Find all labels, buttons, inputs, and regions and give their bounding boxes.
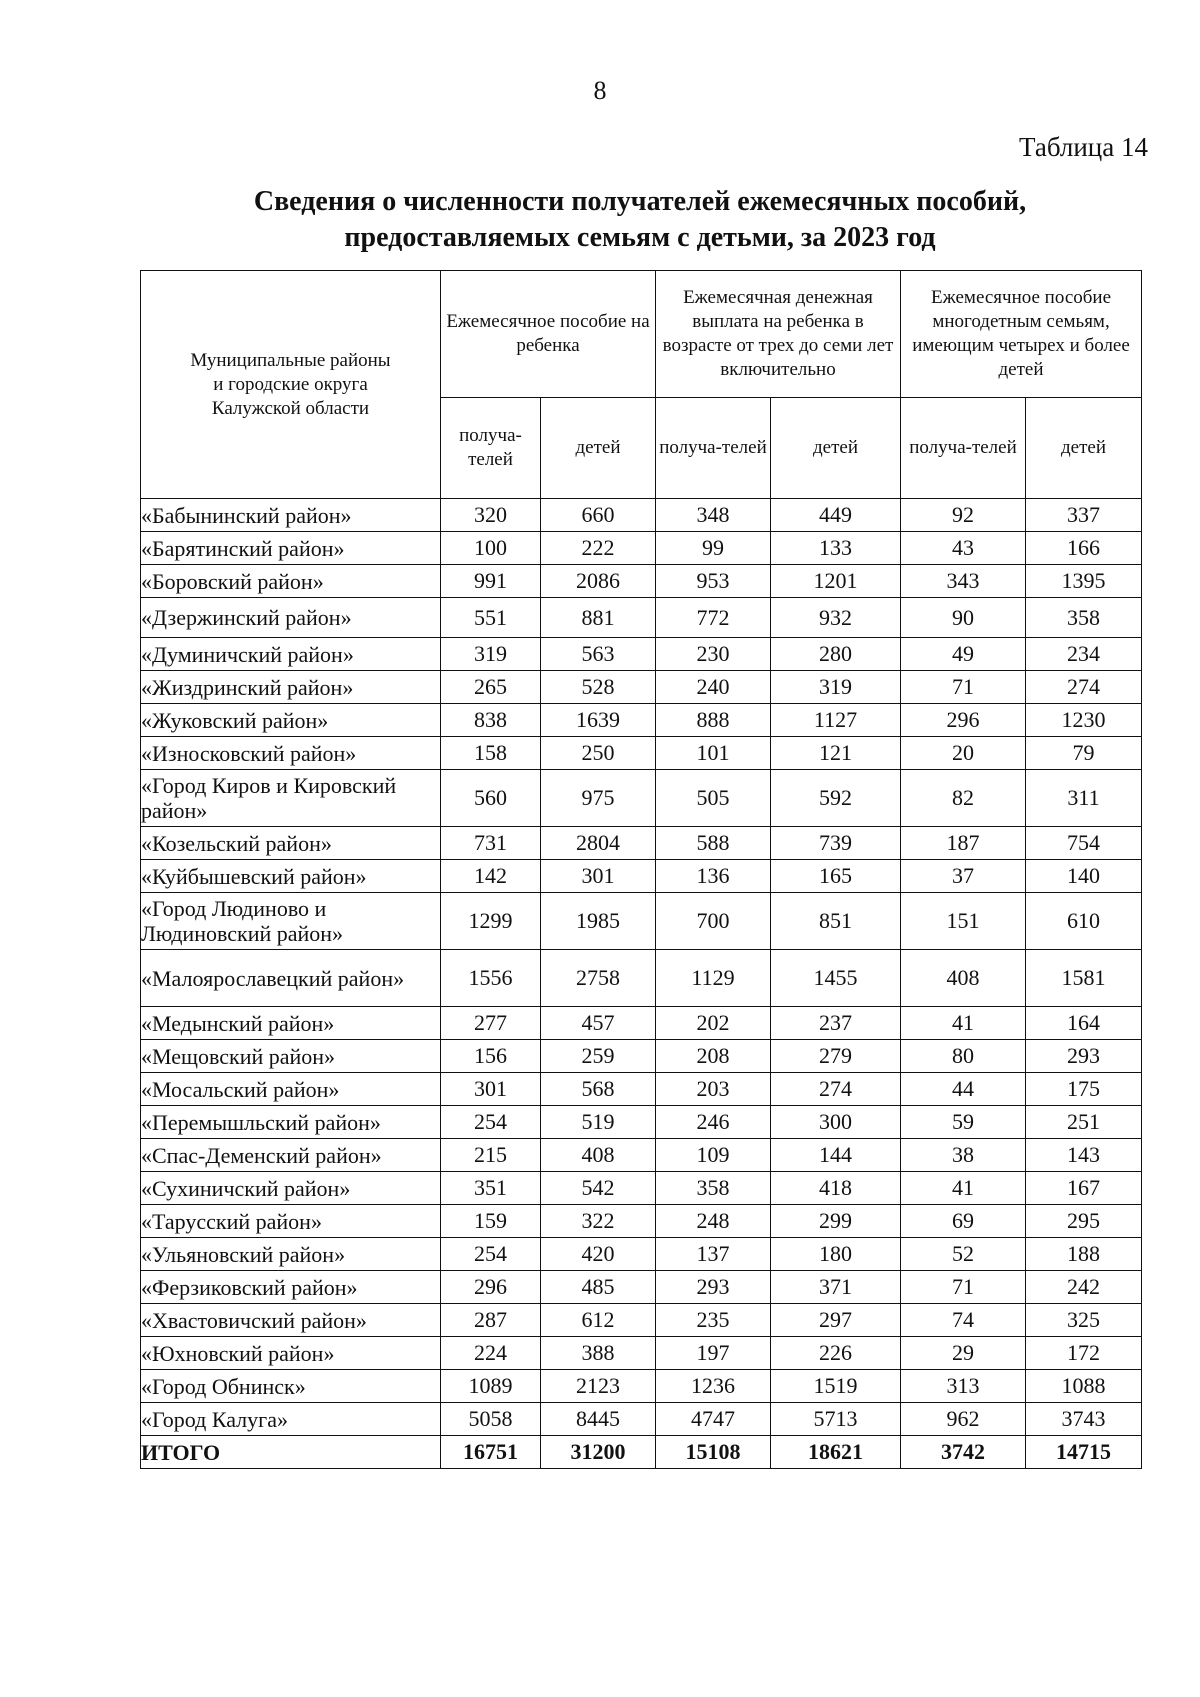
children-value: 528 bbox=[541, 671, 656, 704]
recipients-value: 277 bbox=[441, 1007, 541, 1040]
recipients-value: 158 bbox=[441, 737, 541, 770]
table-row bbox=[141, 1172, 1142, 1205]
children-value: 612 bbox=[541, 1304, 656, 1337]
children-value: 660 bbox=[541, 499, 656, 532]
region-name: «Мосальский район» bbox=[141, 1073, 441, 1106]
table-row bbox=[141, 860, 1142, 893]
children-value: 2758 bbox=[541, 950, 656, 1007]
table-row bbox=[141, 704, 1142, 737]
children-value: 519 bbox=[541, 1106, 656, 1139]
children-value: 301 bbox=[541, 860, 656, 893]
table-row bbox=[141, 1370, 1142, 1403]
children-value: 274 bbox=[1026, 671, 1142, 704]
children-value: 293 bbox=[1026, 1040, 1142, 1073]
children-value: 610 bbox=[1026, 893, 1142, 950]
children-value: 8445 bbox=[541, 1403, 656, 1436]
children-value: 563 bbox=[541, 638, 656, 671]
recipients-value: 151 bbox=[901, 893, 1026, 950]
recipients-value: 1236 bbox=[656, 1370, 771, 1403]
header-children: детей bbox=[541, 398, 656, 499]
recipients-value: 71 bbox=[901, 1271, 1026, 1304]
recipients-value: 700 bbox=[656, 893, 771, 950]
table-total-row bbox=[141, 1436, 1142, 1469]
recipients-value: 74 bbox=[901, 1304, 1026, 1337]
children-value: 975 bbox=[541, 770, 656, 827]
recipients-value: 41 bbox=[901, 1007, 1026, 1040]
recipients-value: 16751 bbox=[441, 1436, 541, 1469]
recipients-value: 1129 bbox=[656, 950, 771, 1007]
children-value: 31200 bbox=[541, 1436, 656, 1469]
recipients-value: 90 bbox=[901, 598, 1026, 638]
recipients-value: 80 bbox=[901, 1040, 1026, 1073]
children-value: 2086 bbox=[541, 565, 656, 598]
recipients-value: 408 bbox=[901, 950, 1026, 1007]
table-row bbox=[141, 1073, 1142, 1106]
recipients-value: 313 bbox=[901, 1370, 1026, 1403]
children-value: 188 bbox=[1026, 1238, 1142, 1271]
recipients-value: 20 bbox=[901, 737, 1026, 770]
title-line: предоставляемых семьям с детьми, за 2023 год bbox=[344, 222, 936, 253]
region-name: «Козельский район» bbox=[141, 827, 441, 860]
header-region-line: Муниципальные районы bbox=[190, 349, 391, 371]
region-name: «Жуковский район» bbox=[141, 704, 441, 737]
children-value: 300 bbox=[771, 1106, 901, 1139]
children-value: 322 bbox=[541, 1205, 656, 1238]
children-value: 2123 bbox=[541, 1370, 656, 1403]
header-recipients: получа-телей bbox=[656, 398, 771, 499]
children-value: 164 bbox=[1026, 1007, 1142, 1040]
region-name: «Боровский район» bbox=[141, 565, 441, 598]
children-value: 319 bbox=[771, 671, 901, 704]
children-value: 167 bbox=[1026, 1172, 1142, 1205]
recipients-value: 137 bbox=[656, 1238, 771, 1271]
header-child-allowance: Ежемесячное пособие на ребенка bbox=[441, 271, 656, 398]
table-row bbox=[141, 1007, 1142, 1040]
children-value: 371 bbox=[771, 1271, 901, 1304]
region-name: «Износковский район» bbox=[141, 737, 441, 770]
region-name: «Жиздринский район» bbox=[141, 671, 441, 704]
table-row bbox=[141, 671, 1142, 704]
region-name: «Малоярославецкий район» bbox=[141, 950, 441, 1007]
recipients-value: 202 bbox=[656, 1007, 771, 1040]
header-region-line: Калужской области bbox=[211, 397, 370, 419]
table-row bbox=[141, 1139, 1142, 1172]
children-value: 299 bbox=[771, 1205, 901, 1238]
recipients-value: 230 bbox=[656, 638, 771, 671]
children-value: 1088 bbox=[1026, 1370, 1142, 1403]
children-value: 79 bbox=[1026, 737, 1142, 770]
children-value: 457 bbox=[541, 1007, 656, 1040]
children-value: 242 bbox=[1026, 1271, 1142, 1304]
region-name: «Ферзиковский район» bbox=[141, 1271, 441, 1304]
children-value: 121 bbox=[771, 737, 901, 770]
children-value: 1127 bbox=[771, 704, 901, 737]
table-row bbox=[141, 1403, 1142, 1436]
header-recipients: получа-телей bbox=[901, 398, 1026, 499]
children-value: 180 bbox=[771, 1238, 901, 1271]
recipients-value: 343 bbox=[901, 565, 1026, 598]
children-value: 337 bbox=[1026, 499, 1142, 532]
recipients-value: 319 bbox=[441, 638, 541, 671]
table-row bbox=[141, 1304, 1142, 1337]
children-value: 140 bbox=[1026, 860, 1142, 893]
recipients-value: 101 bbox=[656, 737, 771, 770]
recipients-value: 296 bbox=[441, 1271, 541, 1304]
children-value: 1581 bbox=[1026, 950, 1142, 1007]
children-value: 1985 bbox=[541, 893, 656, 950]
table-row bbox=[141, 565, 1142, 598]
recipients-value: 197 bbox=[656, 1337, 771, 1370]
recipients-value: 156 bbox=[441, 1040, 541, 1073]
region-name: «Тарусский район» bbox=[141, 1205, 441, 1238]
children-value: 1395 bbox=[1026, 565, 1142, 598]
children-value: 388 bbox=[541, 1337, 656, 1370]
table-row bbox=[141, 598, 1142, 638]
recipients-value: 962 bbox=[901, 1403, 1026, 1436]
children-value: 175 bbox=[1026, 1073, 1142, 1106]
children-value: 133 bbox=[771, 532, 901, 565]
recipients-value: 43 bbox=[901, 532, 1026, 565]
recipients-value: 69 bbox=[901, 1205, 1026, 1238]
children-value: 5713 bbox=[771, 1403, 901, 1436]
recipients-value: 1556 bbox=[441, 950, 541, 1007]
region-name: «Куйбышевский район» bbox=[141, 860, 441, 893]
table-row bbox=[141, 893, 1142, 950]
header-large-family: Ежемесячное пособие многодетным семьям, имеющим четырех и более детей bbox=[901, 271, 1142, 398]
region-name: «Дзержинский район» bbox=[141, 598, 441, 638]
recipients-value: 5058 bbox=[441, 1403, 541, 1436]
children-value: 2804 bbox=[541, 827, 656, 860]
children-value: 1455 bbox=[771, 950, 901, 1007]
recipients-value: 3742 bbox=[901, 1436, 1026, 1469]
recipients-value: 224 bbox=[441, 1337, 541, 1370]
children-value: 325 bbox=[1026, 1304, 1142, 1337]
recipients-value: 142 bbox=[441, 860, 541, 893]
recipients-value: 41 bbox=[901, 1172, 1026, 1205]
title-line: Сведения о численности получателей ежемесячных пособий, bbox=[253, 186, 1027, 217]
children-value: 250 bbox=[541, 737, 656, 770]
children-value: 222 bbox=[541, 532, 656, 565]
recipients-value: 109 bbox=[656, 1139, 771, 1172]
children-value: 754 bbox=[1026, 827, 1142, 860]
recipients-value: 100 bbox=[441, 532, 541, 565]
table-row bbox=[141, 770, 1142, 827]
table-row bbox=[141, 532, 1142, 565]
recipients-value: 37 bbox=[901, 860, 1026, 893]
region-name: «Город Людиново и Людиновский район» bbox=[141, 893, 441, 950]
children-value: 568 bbox=[541, 1073, 656, 1106]
recipients-value: 287 bbox=[441, 1304, 541, 1337]
header-children: детей bbox=[771, 398, 901, 499]
recipients-value: 293 bbox=[656, 1271, 771, 1304]
recipients-value: 71 bbox=[901, 671, 1026, 704]
table-row bbox=[141, 737, 1142, 770]
region-name: ИТОГО bbox=[141, 1436, 441, 1469]
recipients-value: 44 bbox=[901, 1073, 1026, 1106]
recipients-value: 235 bbox=[656, 1304, 771, 1337]
recipients-value: 99 bbox=[656, 532, 771, 565]
children-value: 165 bbox=[771, 860, 901, 893]
header-region bbox=[141, 271, 441, 499]
children-value: 279 bbox=[771, 1040, 901, 1073]
recipients-value: 59 bbox=[901, 1106, 1026, 1139]
children-value: 234 bbox=[1026, 638, 1142, 671]
table-row bbox=[141, 499, 1142, 532]
recipients-value: 320 bbox=[441, 499, 541, 532]
recipients-value: 265 bbox=[441, 671, 541, 704]
children-value: 358 bbox=[1026, 598, 1142, 638]
recipients-value: 1299 bbox=[441, 893, 541, 950]
header-children: детей bbox=[1026, 398, 1142, 499]
region-name: «Думиничский район» bbox=[141, 638, 441, 671]
header-payment-3-7: Ежемесячная денежная выплата на ребенка в возрасте от трех до семи лет включительно bbox=[656, 271, 901, 398]
recipients-value: 254 bbox=[441, 1238, 541, 1271]
region-name: «Сухиничский район» bbox=[141, 1172, 441, 1205]
children-value: 1639 bbox=[541, 704, 656, 737]
recipients-value: 953 bbox=[656, 565, 771, 598]
header-region-line: и городские округа bbox=[213, 373, 368, 395]
children-value: 485 bbox=[541, 1271, 656, 1304]
region-name: «Город Киров и Кировский район» bbox=[141, 770, 441, 827]
children-value: 144 bbox=[771, 1139, 901, 1172]
recipients-value: 888 bbox=[656, 704, 771, 737]
region-name: «Перемышльский район» bbox=[141, 1106, 441, 1139]
region-name: «Мещовский район» bbox=[141, 1040, 441, 1073]
table-row bbox=[141, 1040, 1142, 1073]
children-value: 14715 bbox=[1026, 1436, 1142, 1469]
children-value: 166 bbox=[1026, 532, 1142, 565]
children-value: 420 bbox=[541, 1238, 656, 1271]
recipients-value: 358 bbox=[656, 1172, 771, 1205]
recipients-value: 15108 bbox=[656, 1436, 771, 1469]
recipients-value: 838 bbox=[441, 704, 541, 737]
children-value: 18621 bbox=[771, 1436, 901, 1469]
recipients-value: 49 bbox=[901, 638, 1026, 671]
children-value: 1201 bbox=[771, 565, 901, 598]
recipients-value: 301 bbox=[441, 1073, 541, 1106]
statistics-table bbox=[140, 270, 1142, 1469]
children-value: 172 bbox=[1026, 1337, 1142, 1370]
children-value: 297 bbox=[771, 1304, 901, 1337]
recipients-value: 588 bbox=[656, 827, 771, 860]
children-value: 1519 bbox=[771, 1370, 901, 1403]
table-label: Таблица 14 bbox=[1019, 132, 1148, 162]
recipients-value: 296 bbox=[901, 704, 1026, 737]
table-row bbox=[141, 638, 1142, 671]
children-value: 259 bbox=[541, 1040, 656, 1073]
recipients-value: 208 bbox=[656, 1040, 771, 1073]
recipients-value: 136 bbox=[656, 860, 771, 893]
children-value: 237 bbox=[771, 1007, 901, 1040]
children-value: 542 bbox=[541, 1172, 656, 1205]
region-name: «Барятинский район» bbox=[141, 532, 441, 565]
recipients-value: 4747 bbox=[656, 1403, 771, 1436]
table-row bbox=[141, 1205, 1142, 1238]
table-row bbox=[141, 1271, 1142, 1304]
region-name: «Город Калуга» bbox=[141, 1403, 441, 1436]
children-value: 311 bbox=[1026, 770, 1142, 827]
recipients-value: 240 bbox=[656, 671, 771, 704]
recipients-value: 248 bbox=[656, 1205, 771, 1238]
children-value: 143 bbox=[1026, 1139, 1142, 1172]
recipients-value: 215 bbox=[441, 1139, 541, 1172]
recipients-value: 203 bbox=[656, 1073, 771, 1106]
recipients-value: 92 bbox=[901, 499, 1026, 532]
recipients-value: 159 bbox=[441, 1205, 541, 1238]
children-value: 418 bbox=[771, 1172, 901, 1205]
table-row bbox=[141, 950, 1142, 1007]
children-value: 280 bbox=[771, 638, 901, 671]
page-number: 8 bbox=[593, 76, 607, 105]
children-value: 274 bbox=[771, 1073, 901, 1106]
children-value: 3743 bbox=[1026, 1403, 1142, 1436]
document-title bbox=[140, 184, 1140, 256]
region-name: «Юхновский район» bbox=[141, 1337, 441, 1370]
recipients-value: 731 bbox=[441, 827, 541, 860]
recipients-value: 772 bbox=[656, 598, 771, 638]
children-value: 1230 bbox=[1026, 704, 1142, 737]
table-row bbox=[141, 827, 1142, 860]
recipients-value: 187 bbox=[901, 827, 1026, 860]
children-value: 295 bbox=[1026, 1205, 1142, 1238]
recipients-value: 348 bbox=[656, 499, 771, 532]
table-row bbox=[141, 1106, 1142, 1139]
header-recipients: получа-телей bbox=[441, 398, 541, 499]
region-name: «Город Обнинск» bbox=[141, 1370, 441, 1403]
children-value: 932 bbox=[771, 598, 901, 638]
recipients-value: 505 bbox=[656, 770, 771, 827]
recipients-value: 254 bbox=[441, 1106, 541, 1139]
recipients-value: 351 bbox=[441, 1172, 541, 1205]
table-row bbox=[141, 1337, 1142, 1370]
region-name: «Хвастовичский район» bbox=[141, 1304, 441, 1337]
children-value: 251 bbox=[1026, 1106, 1142, 1139]
recipients-value: 29 bbox=[901, 1337, 1026, 1370]
children-value: 226 bbox=[771, 1337, 901, 1370]
region-name: «Медынский район» bbox=[141, 1007, 441, 1040]
children-value: 851 bbox=[771, 893, 901, 950]
children-value: 739 bbox=[771, 827, 901, 860]
children-value: 881 bbox=[541, 598, 656, 638]
region-name: «Спас-Деменский район» bbox=[141, 1139, 441, 1172]
recipients-value: 82 bbox=[901, 770, 1026, 827]
table-row bbox=[141, 1238, 1142, 1271]
recipients-value: 551 bbox=[441, 598, 541, 638]
recipients-value: 1089 bbox=[441, 1370, 541, 1403]
recipients-value: 560 bbox=[441, 770, 541, 827]
recipients-value: 38 bbox=[901, 1139, 1026, 1172]
children-value: 592 bbox=[771, 770, 901, 827]
recipients-value: 52 bbox=[901, 1238, 1026, 1271]
region-name: «Бабынинский район» bbox=[141, 499, 441, 532]
recipients-value: 991 bbox=[441, 565, 541, 598]
region-name: «Ульяновский район» bbox=[141, 1238, 441, 1271]
children-value: 408 bbox=[541, 1139, 656, 1172]
children-value: 449 bbox=[771, 499, 901, 532]
recipients-value: 246 bbox=[656, 1106, 771, 1139]
